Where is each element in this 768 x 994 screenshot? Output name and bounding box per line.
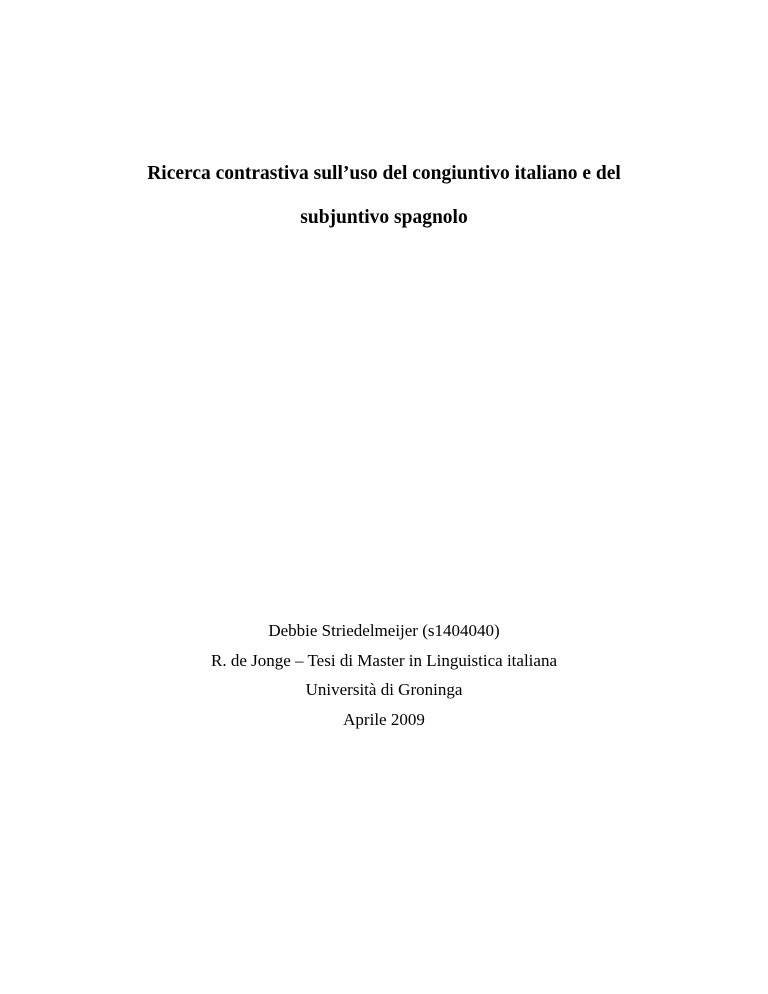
date-line: Aprile 2009: [343, 709, 425, 729]
author-info: [0, 616, 768, 734]
title-line-2: subjuntivo spagnolo: [300, 207, 468, 228]
supervisor-line: R. de Jonge – Tesi di Master in Linguistica italiana: [211, 650, 557, 670]
title-line-1: Ricerca contrastiva sull’uso del congiuntivo italiano e del: [147, 163, 621, 184]
university-name: Università di Groninga: [305, 680, 463, 699]
thesis-title: [0, 152, 768, 240]
author-name: Debbie Striedelmeijer (s1404040): [268, 621, 500, 640]
